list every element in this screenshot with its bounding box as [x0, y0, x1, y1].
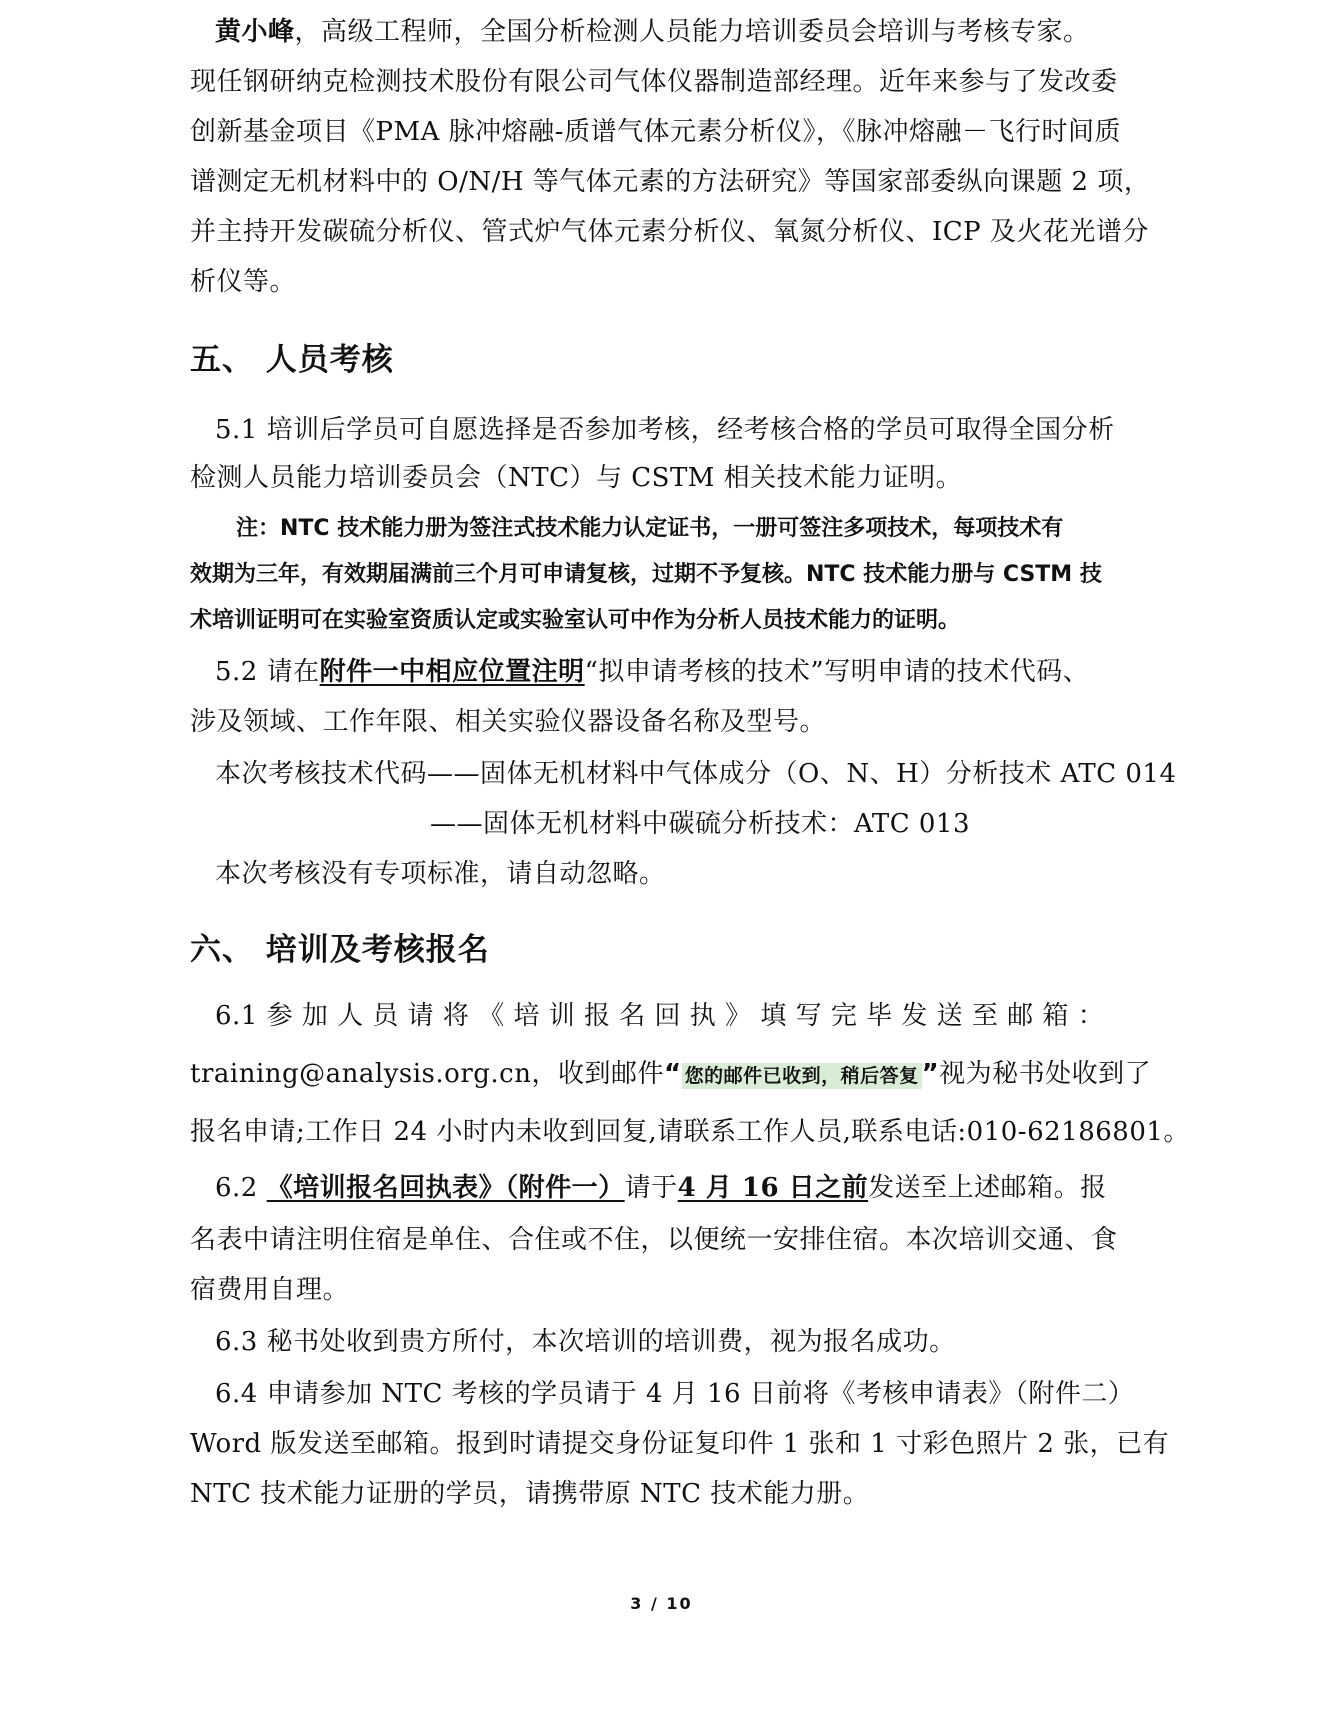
page-number: 3 / 10	[630, 1594, 693, 1613]
bio-name: 黄小峰	[215, 17, 295, 47]
section-5-1-line-2: 检测人员能力培训委员会（NTC）与 CSTM 相关技术能力证明。	[190, 463, 963, 493]
section-6-1-line-2	[190, 1056, 1151, 1094]
section-6-3: 6.3 秘书处收到贵方所付，本次培训的培训费，视为报名成功。	[215, 1327, 956, 1357]
section-5-2-line-1	[215, 654, 1089, 690]
auto-reply-highlight: 您的邮件已收到，稍后答复	[682, 1063, 922, 1089]
bio-line-3: 创新基金项目《PMA 脉冲熔融-质谱气体元素分析仪》，《脉冲熔融－飞行时间质	[190, 117, 1121, 147]
tech-code-2: ——固体无机材料中碳硫分析技术：ATC 013	[430, 809, 970, 839]
section-6-1-tail: 视为秘书处收到了	[939, 1059, 1152, 1089]
section-5-2-prefix: 5.2 请在	[215, 657, 320, 687]
section-5-1-line-1: 5.1 培训后学员可自愿选择是否参加考核，经考核合格的学员可取得全国分析	[215, 415, 1115, 445]
section-5-2-line-2: 涉及领域、工作年限、相关实验仪器设备名称及型号。	[190, 707, 827, 737]
section-6-4-line-3: NTC 技术能力证册的学员，请携带原 NTC 技术能力册。	[190, 1479, 870, 1509]
section-6-2-number: 6.2	[215, 1173, 267, 1203]
bio-line-5: 并主持开发碳硫分析仪、管式炉气体元素分析仪、氧氮分析仪、ICP 及火花光谱分	[190, 217, 1149, 247]
section-5-heading: 五、 人员考核	[190, 342, 394, 378]
quote-open: “	[663, 1059, 682, 1089]
note-line-1: 注：NTC 技术能力册为签注式技术能力认定证书，一册可签注多项技术，每项技术有	[236, 516, 1064, 541]
bio-line-4: 谱测定无机材料中的 O/N/H 等气体元素的方法研究》等国家部委纵向课题 2 项，	[190, 167, 1151, 197]
deadline-date: 4 月 16 日之前	[677, 1173, 869, 1203]
receipt-form-title: 《培训报名回执表》（附件一）	[266, 1173, 625, 1203]
section-6-4-line-2: Word 版发送至邮箱。报到时请提交身份证复印件 1 张和 1 寸彩色照片 2 张，已有	[190, 1429, 1170, 1459]
section-6-2-line-1	[215, 1170, 1107, 1206]
registration-email: training@analysis.org.cn，收到邮件	[190, 1059, 664, 1089]
quote-close: ”	[921, 1059, 940, 1089]
note-line-3: 术培训证明可在实验室资质认定或实验室认可中作为分析人员技术能力的证明。	[190, 608, 961, 633]
section-6-heading: 六、 培训及考核报名	[190, 932, 490, 968]
attachment-1-note: 附件一中相应位置注明	[319, 657, 585, 687]
bio-line-1	[215, 14, 1090, 50]
bio-line-1-rest: ，高级工程师，全国分析检测人员能力培训委员会培训与考核专家。	[294, 17, 1090, 47]
section-6-2-tail: 发送至上述邮箱。报	[868, 1173, 1107, 1203]
no-standard-note: 本次考核没有专项标准，请自动忽略。	[215, 859, 666, 889]
note-line-2: 效期为三年，有效期届满前三个月可申请复核，过期不予复核。NTC 技术能力册与 CSTM 技	[190, 562, 1102, 587]
section-6-1-line-1: 6.1 参 加 人 员 请 将 《 培 训 报 名 回 执 》 填 写 完 毕 发 送 至 邮 箱 ：	[215, 1001, 1105, 1031]
section-5-2-rest: “拟申请考核的技术”写明申请的技术代码、	[584, 657, 1090, 687]
section-6-2-mid: 请于	[624, 1173, 678, 1203]
section-6-4-line-1: 6.4 申请参加 NTC 考核的学员请于 4 月 16 日前将《考核申请表》（附件二）	[215, 1379, 1135, 1409]
bio-line-2: 现任钢研纳克检测技术股份有限公司气体仪器制造部经理。近年来参与了发改委	[190, 67, 1118, 97]
section-6-2-line-2: 名表中请注明住宿是单住、合住或不住，以便统一安排住宿。本次培训交通、食	[190, 1225, 1118, 1255]
section-6-2-line-3: 宿费用自理。	[190, 1275, 350, 1305]
tech-code-1: 本次考核技术代码——固体无机材料中气体成分（O、N、H）分析技术 ATC 014	[215, 759, 1177, 789]
bio-line-6: 析仪等。	[190, 267, 297, 297]
section-6-1-line-3: 报名申请;工作日 24 小时内未收到回复,请联系工作人员,联系电话:010-62186801。	[190, 1117, 1190, 1147]
